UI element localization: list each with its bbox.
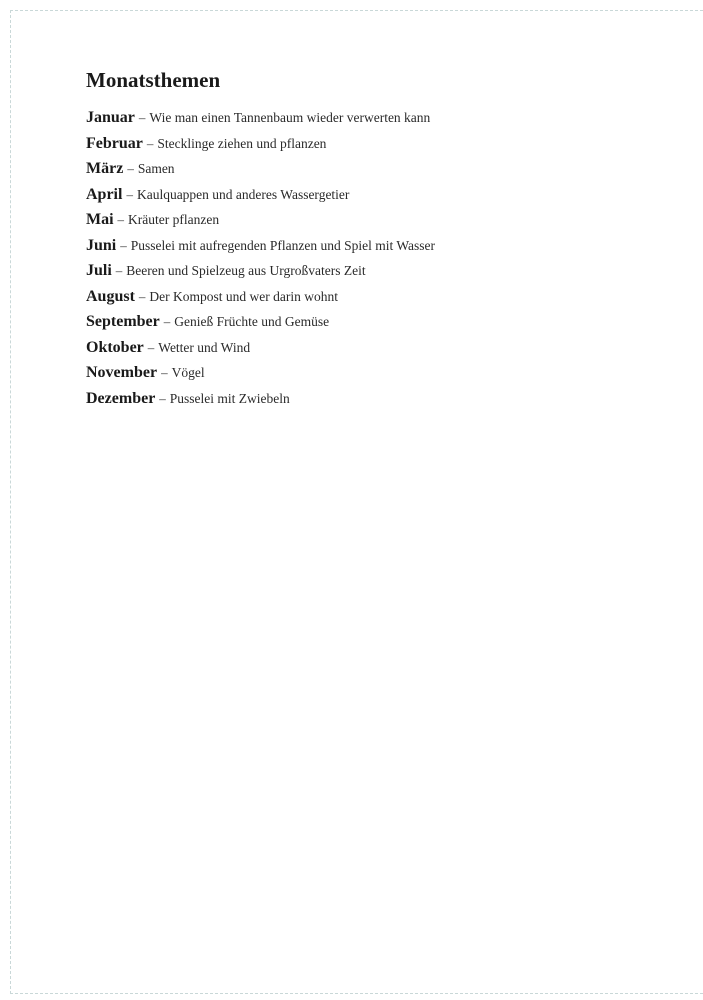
month-name: Oktober bbox=[86, 338, 144, 356]
dash-separator: – bbox=[147, 339, 155, 355]
month-item-april bbox=[86, 181, 646, 207]
month-item-september bbox=[86, 308, 646, 334]
month-topic: Beeren und Spielzeug aus Urgroßvaters Zeit bbox=[126, 263, 366, 278]
month-name: Juni bbox=[86, 236, 117, 254]
dash-separator: – bbox=[146, 135, 154, 151]
month-name: Januar bbox=[86, 109, 135, 126]
dash-separator: – bbox=[163, 314, 171, 329]
month-item-februar bbox=[86, 130, 646, 156]
dash-separator: – bbox=[120, 237, 127, 253]
dash-separator: – bbox=[161, 365, 168, 380]
month-item-oktober bbox=[86, 334, 646, 360]
dash-separator: – bbox=[126, 186, 133, 202]
month-name: April bbox=[86, 185, 123, 203]
month-topic: Stecklinge ziehen und pflanzen bbox=[157, 135, 327, 151]
month-item-august bbox=[86, 283, 646, 309]
month-item-november bbox=[86, 359, 646, 385]
month-topic: Wetter und Wind bbox=[158, 339, 251, 355]
dash-separator: – bbox=[127, 161, 134, 176]
month-item-juni bbox=[86, 232, 646, 258]
month-topic: Pusselei mit aufregenden Pflanzen und Spiel mit Wasser bbox=[130, 237, 435, 253]
month-topic: Kaulquappen und anderes Wassergetier bbox=[136, 186, 350, 202]
month-name: Dezember bbox=[86, 389, 156, 407]
month-item-maerz bbox=[86, 155, 646, 181]
month-name: November bbox=[86, 364, 158, 381]
dash-separator: – bbox=[138, 288, 146, 304]
dash-separator: – bbox=[117, 212, 125, 227]
month-name: August bbox=[86, 287, 135, 305]
month-item-dezember bbox=[86, 385, 646, 411]
month-topic: Kräuter pflanzen bbox=[128, 212, 220, 227]
month-name: Mai bbox=[86, 211, 114, 228]
month-topic: Wie man einen Tannenbaum wieder verwerten kann bbox=[149, 110, 431, 125]
month-topic: Vögel bbox=[171, 365, 205, 380]
month-item-mai bbox=[86, 206, 646, 232]
month-list bbox=[86, 104, 646, 410]
month-topic: Der Kompost und wer darin wohnt bbox=[149, 288, 338, 304]
month-item-januar bbox=[86, 104, 646, 130]
dash-separator: – bbox=[138, 110, 146, 125]
dash-separator: – bbox=[115, 263, 123, 278]
month-item-juli bbox=[86, 257, 646, 283]
month-name: Juli bbox=[86, 262, 112, 279]
month-name: Februar bbox=[86, 134, 143, 152]
dash-separator: – bbox=[159, 390, 166, 406]
month-topic: Samen bbox=[137, 161, 175, 176]
month-topic: Genieß Früchte und Gemüse bbox=[174, 314, 330, 329]
month-name: März bbox=[86, 160, 124, 177]
month-name: September bbox=[86, 313, 160, 330]
document-content bbox=[86, 66, 646, 410]
page-title: Monatsthemen bbox=[86, 68, 221, 92]
month-topic: Pusselei mit Zwiebeln bbox=[169, 390, 290, 406]
